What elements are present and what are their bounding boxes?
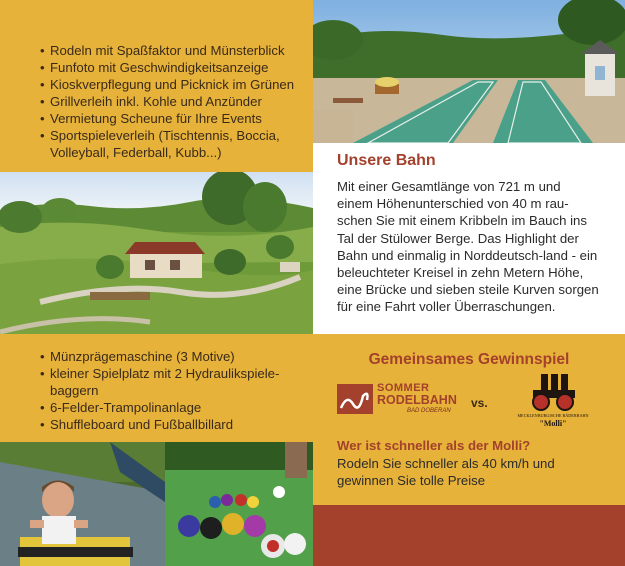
sommer-rodelbahn-logo (337, 380, 457, 420)
footer-color-block (313, 505, 625, 566)
features-panel-top (0, 0, 313, 172)
feature-item: • Shuffleboard und Fußballbillard (40, 416, 305, 433)
sommer-logo-line3: BAD DOBERAN (407, 408, 451, 414)
features-panel-bottom (0, 334, 313, 442)
bahn-title: Unsere Bahn (337, 152, 436, 169)
feature-item: • Funfoto mit Geschwindigkeitsanzeige (40, 59, 305, 76)
molli-logo-line2: "Molli" (539, 419, 567, 428)
molli-logo-line1: MECKLENBURGISCHE BÄDERBAHN (517, 413, 589, 418)
gewinnspiel-answer: Rodeln Sie schneller als 40 km/h und gewinnen Sie tolle Preise (337, 456, 555, 489)
feature-item: • Sportspieleverleih (Tischtennis, Boccia, Volleyball, Federball, Kubb...) (40, 127, 305, 161)
feature-item: • kleiner Spielplatz mit 2 Hydraulikspiele-baggern (40, 365, 305, 399)
shuffleboard-photo (313, 0, 625, 143)
feature-item: • 6-Felder-Trampolinanlage (40, 399, 305, 416)
sommer-logo-line1: SOMMER (377, 382, 430, 394)
gewinnspiel-question: Wer ist schneller als der Molli? (337, 438, 531, 453)
feature-item: • Rodeln mit Spaßfaktor und Münsterblick (40, 42, 305, 59)
feature-item: • Vermietung Scheune für Ihre Events (40, 110, 305, 127)
football-billiard-photo (165, 442, 313, 566)
molli-logo (513, 372, 593, 428)
feature-list-bottom (40, 348, 305, 433)
park-aerial-photo (0, 172, 313, 334)
toboggan-rider-photo (0, 442, 165, 566)
feature-item: • Grillverleih inkl. Kohle und Anzünder (40, 93, 305, 110)
feature-list-top (40, 42, 305, 161)
bahn-description: Mit einer Gesamtlänge von 721 m und einem Höhenunterschied von 40 m rau-schen Sie mit einem Kribbeln im Bauch ins Tal der Stülower Berge. Das Highlight der Bahn und einmalig in Norddeutsch-land - ein beleuchteter Kreisel in zehn Metern Höhe, eine Brücke und sieben steile Kurven sorgen für eine Fahrt voller Überraschungen. (337, 179, 599, 315)
gewinnspiel-title: Gemeinsames Gewinnspiel (368, 351, 570, 368)
feature-item: • Münzprägemaschine (3 Motive) (40, 348, 305, 365)
sommer-logo-line2: RODELBAHN (377, 393, 457, 407)
gewinnspiel-section (313, 334, 625, 505)
rodelbahn-track-icon (337, 384, 373, 414)
park-aerial-illustration (0, 172, 313, 334)
bahn-section (313, 143, 625, 334)
locomotive-icon (527, 372, 579, 412)
feature-item: • Kioskverpflegung und Picknick im Grünen (40, 76, 305, 93)
versus-label: vs. (471, 396, 488, 410)
